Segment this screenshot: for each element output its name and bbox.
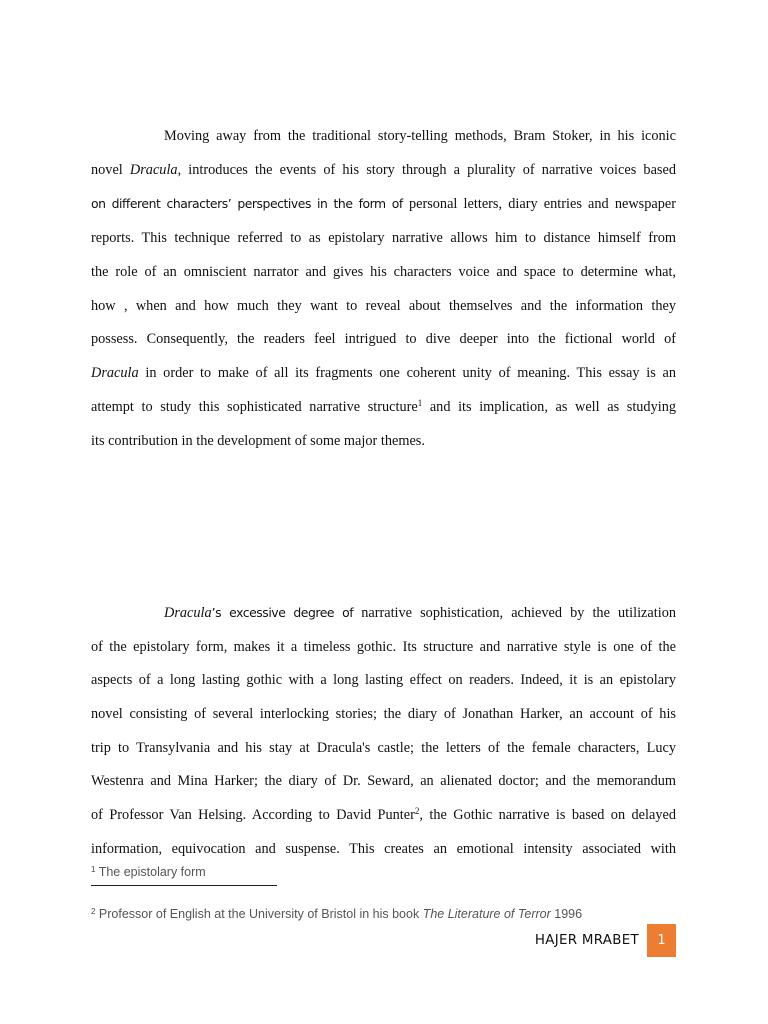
text-run: Westenra and Mina Harker; the diary of Dr. Seward, an alienated doctor; and the memorandum [91,773,676,789]
text-run: narrative sophistication, achieved by the utilization [353,605,676,621]
paragraph-1-line-6 [91,296,676,316]
paragraph-2-line-1 [164,603,676,623]
paragraph-2-line-7 [91,805,676,825]
text-run: trip to Transylvania and his stay at Dracula's castle; the letters of the female characters, Lucy [91,740,676,756]
text-run: the role of an omniscient narrator and gives his characters voice and space to determine what, [91,264,676,280]
paragraph-1-line-5 [91,262,676,282]
paragraph-2-line-3 [91,670,676,690]
paragraph-1-line-7 [91,329,676,349]
page-number-badge: 1 [647,924,676,957]
text-run: Moving away from the traditional story-telling methods, Bram Stoker, in his iconic [164,128,676,144]
footnote-2 [91,906,691,922]
novel-title: Dracula [91,365,139,381]
paragraph-2-line-5 [91,738,676,758]
text-run: aspects of a long lasting gothic with a long lasting effect on readers. Indeed, it is an epistolary [91,672,676,688]
paragraph-1-line-8 [91,363,676,383]
paragraph-2-line-8 [91,839,676,859]
text-run: of Professor Van Helsing. According to David Punter [91,807,415,823]
text-run: possess. Consequently, the readers feel intrigued to dive deeper into the fictional world of [91,331,676,347]
footnote-number: 1 [91,865,96,874]
footnote-text: 1996 [550,907,583,921]
footnote-1 [91,864,691,880]
text-run: of the epistolary form, makes it a timeless gothic. Its structure and narrative style is one of the [91,639,676,655]
novel-title: Dracula [164,605,212,621]
text-run-sans: ’s excessive degree of [211,605,354,620]
book-title: The Literature of Terror [422,907,551,921]
text-run: reports. This technique referred to as epistolary narrative allows him to distance himself from [91,230,676,246]
paragraph-2-line-6 [91,771,676,791]
text-run: , introduces the events of his story through a plurality of narrative voices based [177,162,676,178]
footer-author: HAJER MRABET [534,933,639,948]
footnote-text: Professor of English at the University of Bristol in his book [95,907,423,921]
footnote-text: The epistolary form [95,865,206,879]
text-run: novel [91,162,130,178]
text-run: information, equivocation and suspense. This creates an emotional intensity associated with [91,841,676,857]
text-run-sans: on different characters’ perspectives in the form of [91,196,403,211]
text-run: how , when and how much they want to reveal about themselves and the information they [91,298,676,314]
paragraph-1-line-10 [91,431,676,451]
footnote-ref-2: 2 [414,806,420,816]
text-run: personal letters, diary entries and newspaper [402,196,676,212]
text-run: in order to make of all its fragments one coherent unity of meaning. This essay is an [138,365,676,381]
text-run: its contribution in the development of some major themes. [91,433,425,449]
text-run: and its implication, as well as studying [422,399,676,415]
paragraph-1-line-9 [91,397,676,417]
footnote-ref-1: 1 [417,398,423,408]
paragraph-1-line-3 [91,194,676,214]
text-run: , the Gothic narrative is based on delayed [419,807,676,823]
footnote-separator [91,885,277,886]
text-run: attempt to study this sophisticated narrative structure [91,399,418,415]
text-run: novel consisting of several interlocking stories; the diary of Jonathan Harker, an account of his [91,706,676,722]
paragraph-1-line-1 [164,126,676,146]
paragraph-2-line-2 [91,637,676,657]
paragraph-2-line-4 [91,704,676,724]
novel-title: Dracula [129,162,178,178]
paragraph-1-line-2 [91,160,676,180]
paragraph-1-line-4 [91,228,676,248]
footnote-number: 2 [91,907,96,916]
